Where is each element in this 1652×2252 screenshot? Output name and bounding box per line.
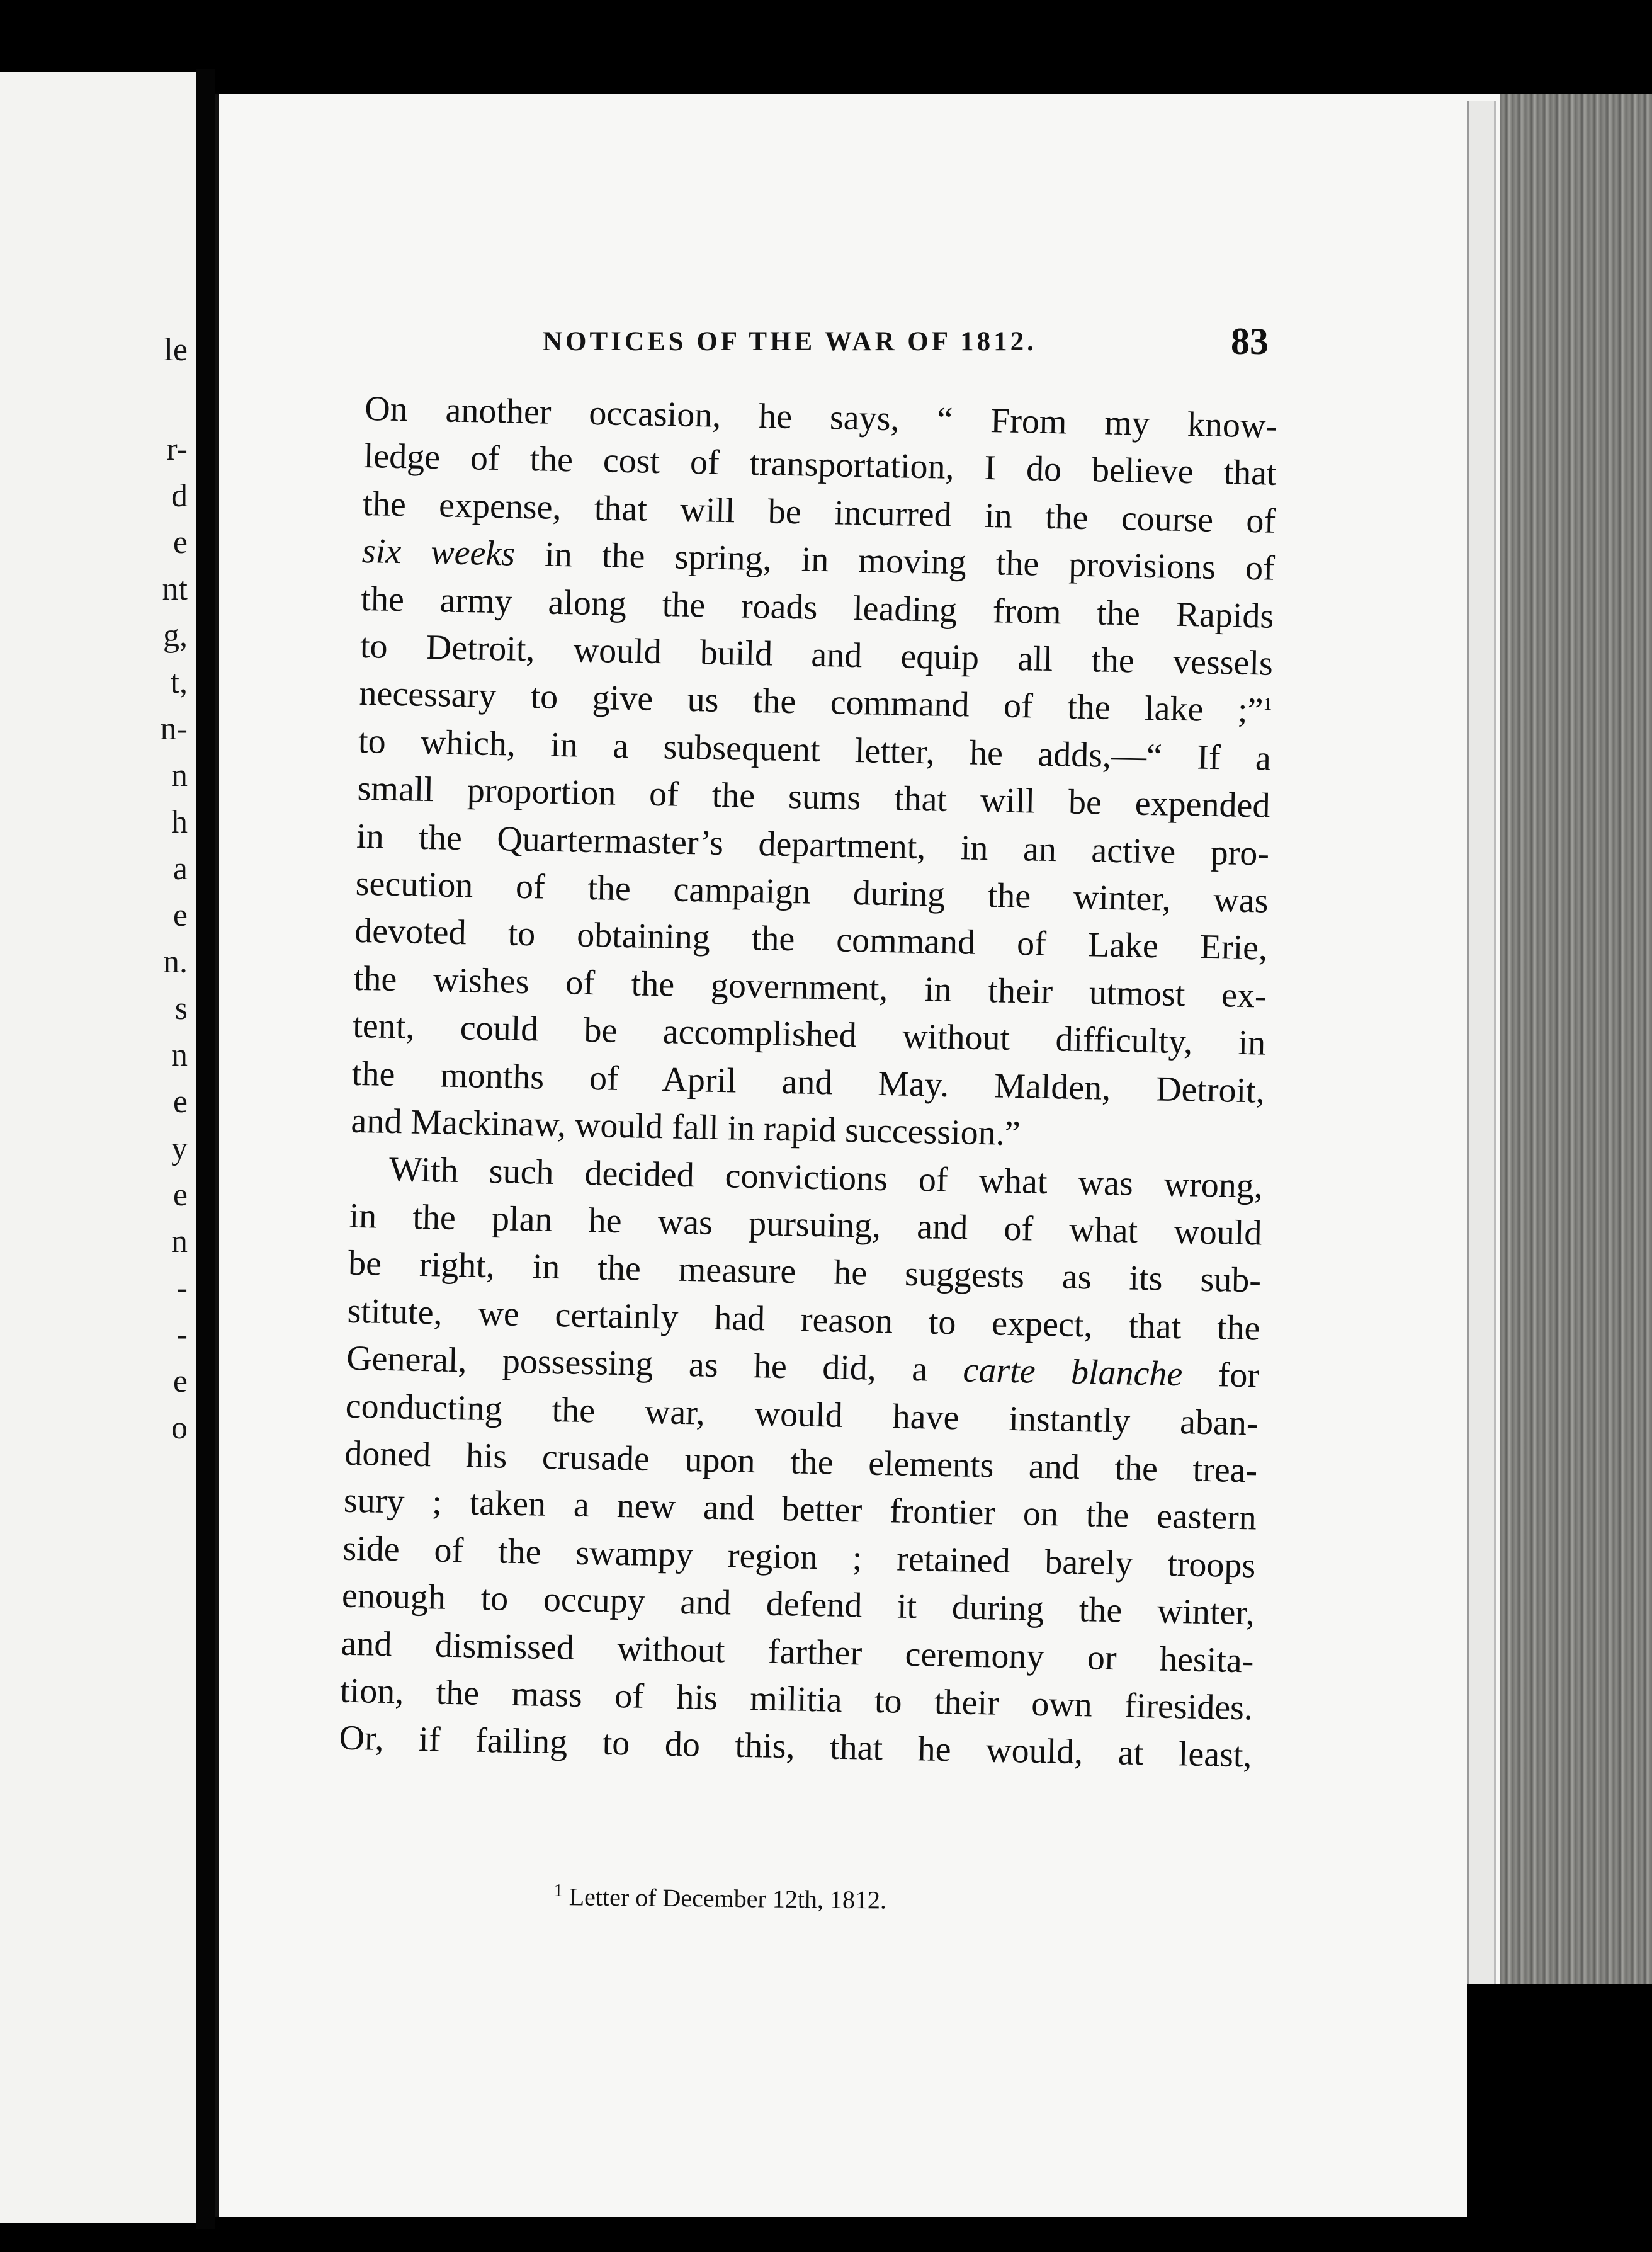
text-line: the wishes of the government, in their utmost ex- — [353, 958, 1267, 1016]
text-line: sury ; taken a new and better frontier on the eastern — [343, 1481, 1257, 1538]
facing-page-text-fragment: o — [171, 1410, 188, 1446]
text-line-content: necessary to give us the command of the lake ;” — [359, 674, 1264, 731]
footnote-marker: 1 — [553, 1880, 563, 1901]
italic-phrase: six weeks — [361, 532, 516, 574]
paragraph-1 — [351, 385, 1278, 1163]
text-segment: for — [1182, 1355, 1260, 1396]
book-fore-edge — [1500, 94, 1652, 1984]
text-line: On another occasion, he says, “ From my know- — [364, 389, 1278, 446]
facing-page-text-fragment: n- — [160, 711, 188, 747]
paragraph-2 — [339, 1145, 1264, 1780]
text-segment: in the spring, in moving the provisions of — [514, 534, 1276, 589]
facing-page-text-fragment: n — [171, 758, 188, 793]
facing-page-text-fragment: e — [173, 1084, 188, 1120]
text-line: to Detroit, would build and equip all the vessels — [359, 626, 1274, 683]
text-line: enough to occupy and defend it during the winter, — [341, 1576, 1255, 1633]
facing-page-text-fragment: d — [171, 478, 188, 514]
text-line: stitute, we certainly had reason to expect, that the — [347, 1291, 1261, 1348]
facing-page-text-fragment: n. — [163, 944, 188, 980]
page-edges — [1467, 101, 1496, 1990]
facing-page-text-fragment: a — [173, 851, 188, 887]
text-line: the army along the roads leading from the Rapids — [360, 579, 1274, 636]
text-line: side of the swampy region ; retained barely troops — [342, 1528, 1256, 1586]
facing-page-text-fragment: s — [174, 991, 188, 1026]
facing-page-text-fragment: n — [171, 1037, 188, 1073]
text-segment: General, possessing as he did, a — [346, 1338, 964, 1390]
facing-page-text-fragment: - — [176, 1270, 188, 1306]
text-line: doned his crusade upon the elements and the trea- — [344, 1433, 1258, 1491]
text-line: conducting the war, would have instantly aban- — [345, 1386, 1259, 1443]
background-shadow — [1467, 1984, 1652, 2252]
facing-page-text-fragment: e — [173, 897, 188, 933]
text-line: the expense, that will be incurred in the course of — [362, 484, 1276, 541]
facing-page-text-fragment: n — [171, 1224, 188, 1260]
text-line: ledge of the cost of transportation, I do believe that — [363, 436, 1277, 494]
body-text — [339, 385, 1278, 1780]
facing-page-text-fragment: h — [171, 804, 188, 840]
facing-page-text-fragment: e — [173, 1363, 188, 1399]
italic-phrase: carte blanche — [963, 1350, 1183, 1394]
text-line: devoted to obtaining the command of Lake Erie, — [354, 911, 1268, 969]
text-line: be right, in the measure he suggests as its sub- — [348, 1244, 1262, 1300]
text-line: and dismissed without farther ceremony or hesita- — [341, 1624, 1254, 1681]
footnote-text: Letter of December 12th, 1812. — [569, 1882, 887, 1914]
facing-page-text-fragment: t, — [170, 664, 188, 700]
text-line: to which, in a subsequent letter, he adds,—“ If a — [358, 721, 1272, 778]
footnote-ref: 1 — [1263, 695, 1272, 715]
text-line: the months of April and May. Malden, Detroit, — [351, 1054, 1265, 1111]
facing-page-text-fragment: r- — [166, 431, 188, 467]
facing-page-text-fragment: nt — [162, 571, 188, 607]
facing-page-text-fragment: - — [176, 1317, 188, 1353]
text-line: tion, the mass of his militia to their own firesides. — [339, 1671, 1253, 1728]
text-line: secution of the campaign during the winter, was — [355, 863, 1269, 921]
facing-page-fragment — [0, 72, 198, 2223]
facing-page-text-fragment: g, — [163, 618, 188, 654]
text-line: With such decided convictions of what was wrong, — [388, 1149, 1264, 1206]
facing-page-text-fragment: e — [173, 1177, 188, 1213]
facing-page-text-fragment: e — [173, 525, 188, 560]
running-head: NOTICES OF THE WAR OF 1812. — [543, 327, 1037, 356]
text-line: and Mackinaw, would fall in rapid succession.” — [350, 1101, 1021, 1154]
page-number: 83 — [1231, 321, 1269, 362]
text-line: in the Quartermaster’s department, in an active pro- — [356, 816, 1270, 873]
facing-page-text-fragment: y — [171, 1130, 188, 1166]
text-line: small proportion of the sums that will be expended — [357, 769, 1271, 826]
text-line: in the plan he was pursuing, and of what would — [349, 1196, 1263, 1253]
facing-page-text-fragment: le — [164, 332, 188, 368]
footnote — [554, 1882, 887, 1915]
book-gutter — [196, 69, 215, 2229]
text-line: tent, could be accomplished without difficulty, in — [352, 1006, 1266, 1063]
text-line: Or, if failing to do this, that he would, at least, — [339, 1718, 1253, 1775]
